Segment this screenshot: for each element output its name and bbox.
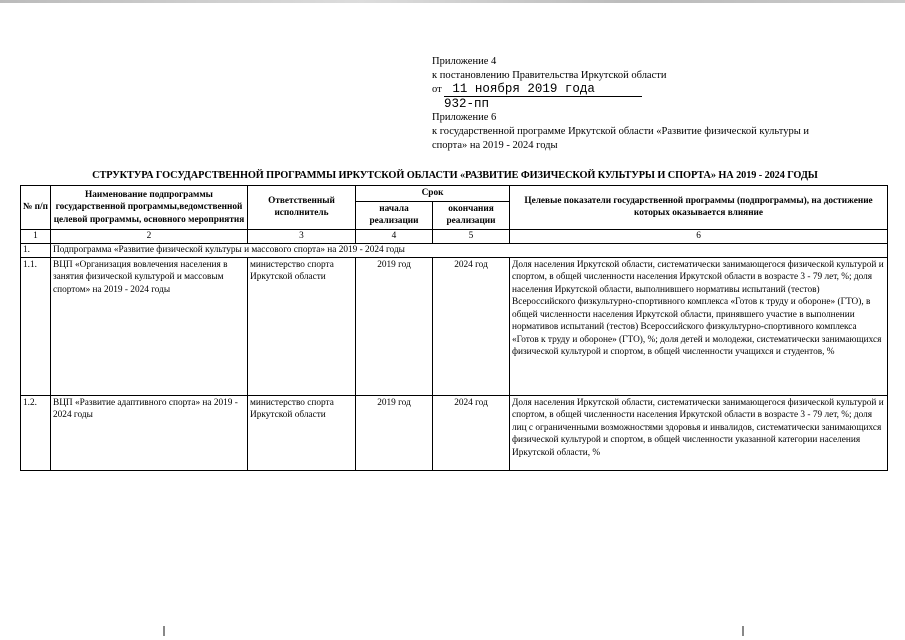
column-number-row <box>21 229 888 243</box>
header-num: № п/п <box>21 186 51 230</box>
header-program-line2: спорта» на 2019 - 2024 годы <box>432 140 558 151</box>
header-indicators: Целевые показатели государственной программы (подпрограммы), на достижение которых оказывается влияние <box>510 186 888 230</box>
table-row <box>21 395 888 470</box>
table-row <box>21 257 888 395</box>
row-executor: министерство спорта Иркутской области <box>248 257 356 395</box>
row-num: 1.1. <box>21 257 51 395</box>
row-name: ВЦП «Развитие адаптивного спорта» на 2019 - 2024 годы <box>51 395 248 470</box>
header-start: начала реализации <box>356 201 433 229</box>
section-title: Подпрограмма «Развитие физической культуры и массового спорта» на 2019 - 2024 годы <box>51 243 888 257</box>
document-title: СТРУКТУРА ГОСУДАРСТВЕННОЙ ПРОГРАММЫ ИРКУТСКОЙ ОБЛАСТИ «РАЗВИТИЕ ФИЗИЧЕСКОЙ КУЛЬТУРЫ И СПОРТА» НА 2019 - 2024 ГОДЫ <box>92 170 818 181</box>
header-date-prefix: от <box>432 84 442 95</box>
row-num: 1.2. <box>21 395 51 470</box>
column-number: 6 <box>510 229 888 243</box>
header-term: Срок <box>356 186 510 202</box>
approval-header <box>432 55 892 153</box>
row-indicators: Доля населения Иркутской области, систематически занимающегося физической культурой и спортом, в общей численности населения Иркутской области в возрасте 3 - 79 лет, %; доля населения Иркутской области, выполнившего нормативы испытаний (тестов) Всероссийского физкультурно-спортивного комплекса «Готов к труду и обороне» (ГТО), в общей численности населения Иркутской области, принявшего участие в выполнении нормативов испытаний (тестов) Всероссийского физкультурно-спортивного комплекса «Готов к труду и обороне» (ГТО), %; доля детей и молодежи, систематически занимающихся физической культурой и спортом, в общей численности учащихся и студентов, % <box>510 257 888 395</box>
section-num: 1. <box>21 243 51 257</box>
header-date-line <box>432 83 892 97</box>
header-resolution: к постановлению Правительства Иркутской области <box>432 70 667 81</box>
column-number: 4 <box>356 229 433 243</box>
column-number: 5 <box>433 229 510 243</box>
row-start: 2019 год <box>356 257 433 395</box>
column-number: 2 <box>51 229 248 243</box>
column-number: 1 <box>21 229 51 243</box>
scan-edge-top <box>0 0 905 3</box>
program-structure-table <box>20 185 888 471</box>
header-executor: Ответственный исполнитель <box>248 186 356 230</box>
header-date-value: 11 ноября 2019 года <box>444 83 642 97</box>
header-appendix-4: Приложение 4 <box>432 56 497 67</box>
scan-mark-right <box>742 626 744 636</box>
row-start: 2019 год <box>356 395 433 470</box>
scan-mark-left <box>163 626 165 636</box>
row-executor: министерство спорта Иркутской области <box>248 395 356 470</box>
row-indicators: Доля населения Иркутской области, систематически занимающегося физической культурой и спортом, в общей численности населения Иркутской области в возрасте 3 - 79 лет, %; доля лиц с ограниченными возможностями здоровья и инвалидов, систематически занимающихся физической культурой и спортом, в общей численности указанной категории населения Иркутской области, % <box>510 395 888 470</box>
header-name: Наименование подпрограммы государственной программы,ведомственной целевой программы, основного мероприятия <box>51 186 248 230</box>
row-name: ВЦП «Организация вовлечения населения в занятия физической культурой и массовым спортом» на 2019 - 2024 годы <box>51 257 248 395</box>
row-end: 2024 год <box>433 395 510 470</box>
table-header-row <box>21 186 888 202</box>
header-number: 932-пп <box>444 97 490 111</box>
column-number: 3 <box>248 229 356 243</box>
header-appendix-6: Приложение 6 <box>432 112 497 123</box>
header-program-line1: к государственной программе Иркутской области «Развитие физической культуры и <box>432 126 809 137</box>
header-end: окончания реализации <box>433 201 510 229</box>
section-row <box>21 243 888 257</box>
row-end: 2024 год <box>433 257 510 395</box>
